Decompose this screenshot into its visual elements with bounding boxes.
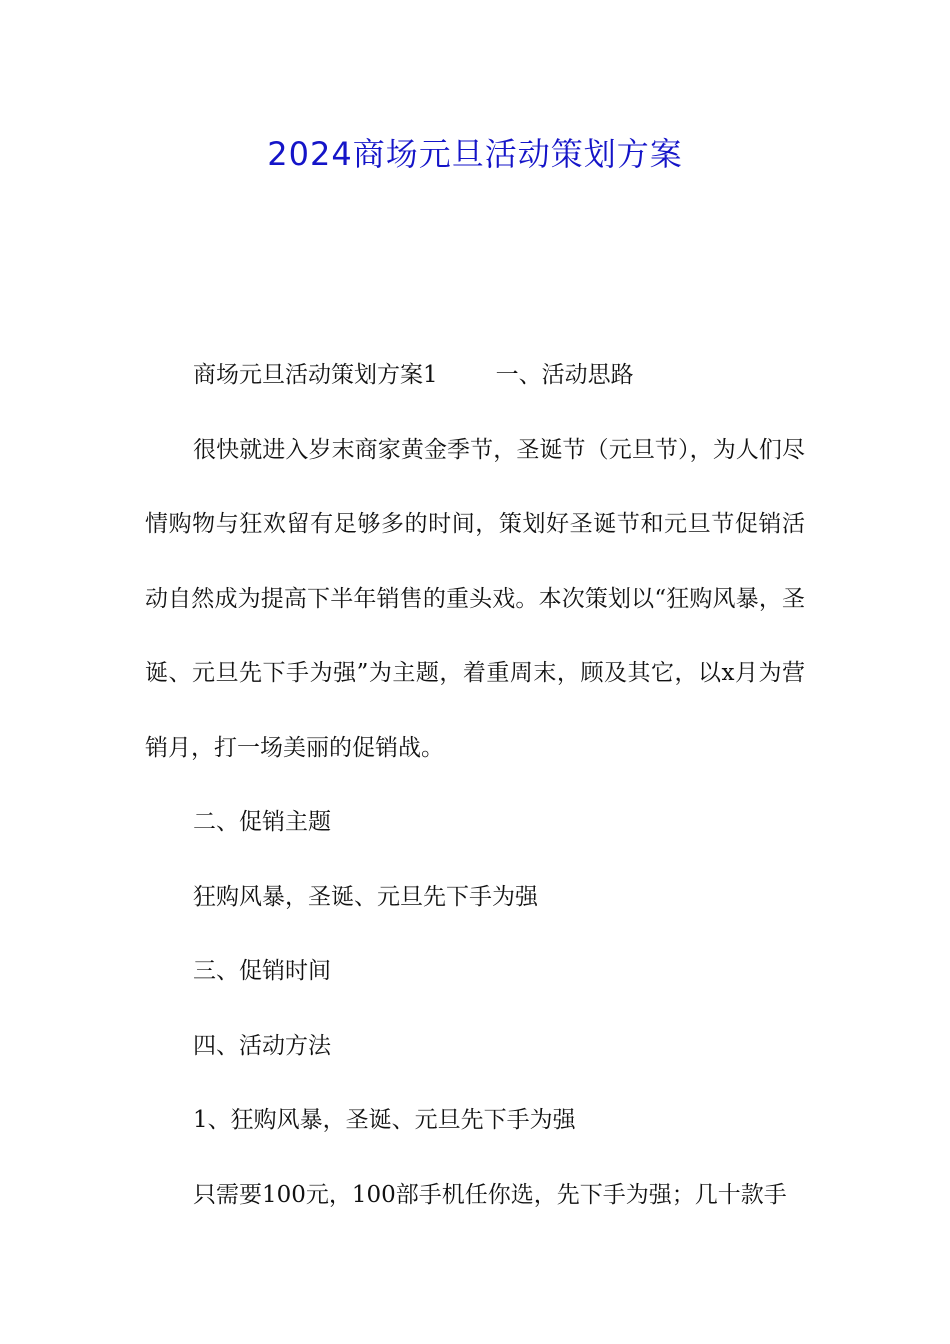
- section2-text: 狂购风暴，圣诞、元旦先下手为强: [193, 883, 538, 910]
- section2-heading: 二、促销主题: [193, 809, 331, 835]
- section4-heading: 四、活动方法: [193, 1032, 331, 1059]
- intro-heading-line: [145, 338, 805, 413]
- item1-heading: 1、狂购风暴，圣诞、元旦先下手为强: [193, 1107, 576, 1133]
- section3-heading: 三、促销时间: [193, 958, 331, 984]
- document-body: [145, 338, 805, 1232]
- document-title: 2024商场元旦活动策划方案: [267, 135, 683, 173]
- section1-paragraph: 很快就进入岁末商家黄金季节，圣诞节（元旦节），为人们尽情购物与狂欢留有足够多的时间，策划好圣诞节和元旦节促销活动自然成为提高下半年销售的重头戏。本次策划以“狂购风暴，圣诞、元旦先下手为强”为主题，着重周末，顾及其它，以x月为营销月，打一场美丽的促销战。: [145, 436, 805, 761]
- intro-heading: 商场元旦活动策划方案1: [193, 362, 438, 388]
- item1-text: 只需要100元，100部手机任你选，先下手为强；几十款手: [193, 1181, 787, 1208]
- section1-heading: 一、活动思路: [495, 362, 634, 388]
